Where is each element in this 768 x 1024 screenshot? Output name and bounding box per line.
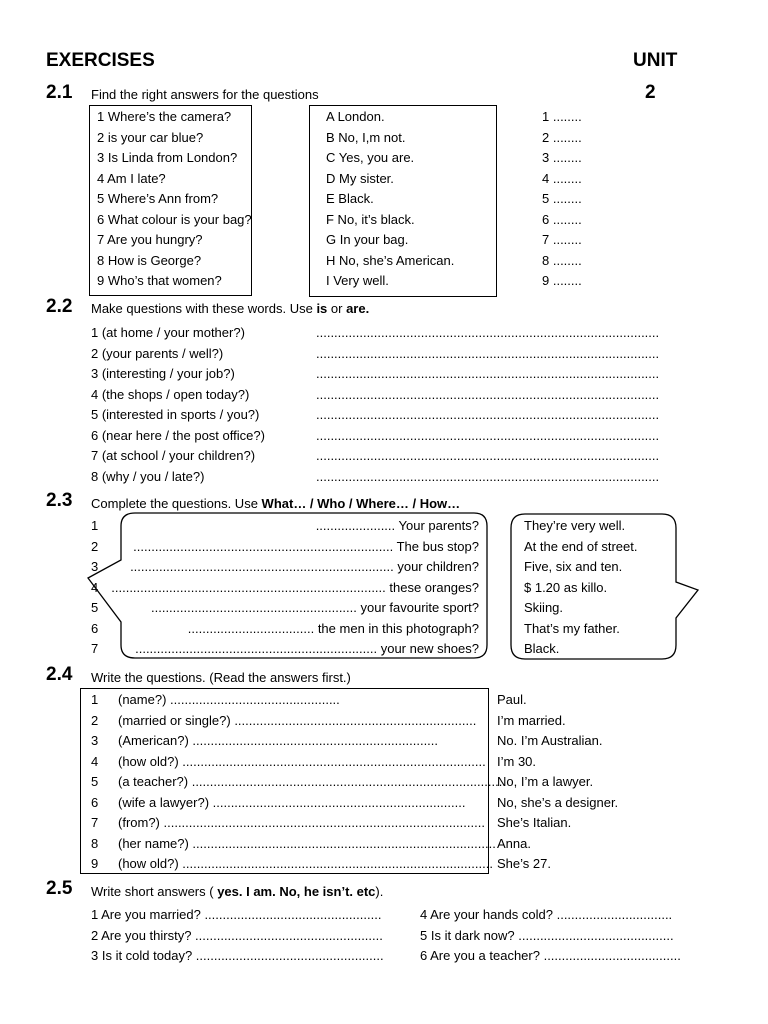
- row-number: 8: [91, 835, 99, 851]
- section-number-2-4: 2.4: [46, 664, 73, 685]
- instruction-2-5-post: ).: [375, 884, 384, 899]
- short-answer-item: 2 Are you thirsty? ....................................................: [91, 927, 383, 943]
- row-number: 1: [91, 692, 99, 707]
- section-number-2-2: 2.2: [46, 296, 73, 317]
- answer-item: She’s 27.: [497, 856, 551, 871]
- instruction-2-2-are: are.: [346, 301, 370, 316]
- prompt-item: (her name?) ....................................................................................: [118, 835, 496, 851]
- answer-line: ...............................................................................................: [316, 468, 660, 484]
- question-item: 9 Who’s that women?: [97, 273, 222, 288]
- unit-label: UNIT: [633, 50, 678, 71]
- question-item: 4 Am I late?: [97, 170, 166, 186]
- answer-blank: 4 ........: [542, 170, 582, 186]
- answer-item: $ 1.20 as killo.: [524, 579, 608, 595]
- row-number: 2: [91, 538, 99, 554]
- prompt-item: 2 (your parents / well?): [91, 345, 224, 361]
- answer-line: ...............................................................................................: [316, 366, 660, 381]
- instruction-2-5-bold: yes. I am. No, he isn’t. etc: [217, 884, 376, 899]
- short-answer-item: 6 Are you a teacher? ......................................: [420, 948, 681, 963]
- row-number: 2: [91, 712, 99, 728]
- answer-item: No, I’m a lawyer.: [497, 774, 594, 789]
- answer-line: ...............................................................................................: [316, 345, 660, 361]
- row-number: 6: [91, 794, 99, 810]
- page-title: EXERCISES: [46, 50, 155, 71]
- question-item: ........................................................................ The bus stop?: [133, 538, 479, 554]
- question-item: ................................................................... your new shoes?: [135, 641, 479, 656]
- question-item: ...................... Your parents?: [315, 518, 479, 533]
- row-number: 9: [91, 856, 99, 871]
- answer-item: No, she’s a designer.: [497, 794, 619, 810]
- instruction-2-3-text: Complete the questions. Use: [91, 496, 262, 511]
- answer-item: H No, she’s American.: [326, 252, 455, 268]
- instruction-2-5-pre: Write short answers (: [91, 884, 218, 899]
- prompt-item: (from?) .........................................................................................: [118, 815, 485, 830]
- answer-item: G In your bag.: [326, 232, 409, 247]
- answer-item: E Black.: [326, 191, 374, 206]
- row-number: 3: [91, 559, 99, 574]
- section-number-2-5: 2.5: [46, 878, 73, 899]
- prompt-item: (American?) ....................................................................: [118, 733, 439, 748]
- prompt-item: (how old?) ....................................................................................: [118, 753, 486, 769]
- question-item: 2 is your car blue?: [97, 129, 204, 145]
- answer-item: Skiing.: [524, 600, 564, 615]
- section-number-2-3: 2.3: [46, 490, 73, 511]
- answer-item: A London.: [326, 109, 385, 124]
- short-answer-item: 3 Is it cold today? ....................................................: [91, 948, 384, 963]
- answer-blank: 5 ........: [542, 191, 582, 206]
- prompt-item: 3 (interesting / your job?): [91, 366, 235, 381]
- answer-line: ...............................................................................................: [316, 325, 660, 340]
- answer-line: ...............................................................................................: [316, 386, 660, 402]
- section-number-2-1: 2.1: [46, 82, 73, 103]
- row-number: 7: [91, 815, 99, 830]
- row-number: 1: [91, 518, 99, 533]
- answer-line: ...............................................................................................: [316, 448, 660, 463]
- answer-item: D My sister.: [326, 170, 394, 186]
- prompt-item: 7 (at school / your children?): [91, 448, 256, 463]
- answer-blank: 2 ........: [542, 129, 582, 145]
- question-item: 8 How is George?: [97, 252, 202, 268]
- question-item: 7 Are you hungry?: [97, 232, 203, 247]
- row-number: 5: [91, 600, 99, 615]
- answer-item: I’m 30.: [497, 753, 537, 769]
- short-answer-item: 4 Are your hands cold? ................................: [420, 907, 673, 922]
- prompt-item: (married or single?) ...................................................................: [118, 712, 477, 728]
- answer-item: Paul.: [497, 692, 527, 707]
- instruction-2-2-or: or: [327, 301, 347, 316]
- question-item: 6 What colour is your bag?: [97, 211, 252, 227]
- answer-item: C Yes, you are.: [326, 150, 415, 165]
- answer-blank: 6 ........: [542, 211, 582, 227]
- answer-item: They’re very well.: [524, 518, 626, 533]
- prompt-item: (how old?) ......................................................................................: [118, 856, 493, 871]
- answer-item: F No, it’s black.: [326, 211, 415, 227]
- question-item: ............................................................................ these oranges?: [111, 579, 479, 595]
- answer-item: At the end of street.: [524, 538, 638, 554]
- answer-item: That’s my father.: [524, 620, 620, 636]
- answer-item: I’m married.: [497, 712, 566, 728]
- answer-item: Black.: [524, 641, 560, 656]
- row-number: 7: [91, 641, 99, 656]
- short-answer-item: 1 Are you married? .................................................: [91, 907, 382, 922]
- answer-blank: 7 ........: [542, 232, 582, 247]
- answer-line: ...............................................................................................: [316, 427, 660, 443]
- row-number: 3: [91, 733, 99, 748]
- answer-blank: 8 ........: [542, 252, 582, 268]
- question-item: 3 Is Linda from London?: [97, 150, 238, 165]
- prompt-item: (wife a lawyer?) ......................................................................: [118, 794, 466, 810]
- answer-item: Five, six and ten.: [524, 559, 623, 574]
- answer-blank: 1 ........: [542, 109, 582, 124]
- instruction-2-1: Find the right answers for the questions: [91, 87, 319, 102]
- instruction-2-2-text: Make questions with these words. Use: [91, 301, 317, 316]
- prompt-item: 8 (why / you / late?): [91, 468, 205, 484]
- question-item: 1 Where’s the camera?: [97, 109, 232, 124]
- answer-item: I Very well.: [326, 273, 389, 288]
- row-number: 6: [91, 620, 99, 636]
- answer-blank: 3 ........: [542, 150, 582, 165]
- prompt-item: 5 (interested in sports / you?): [91, 407, 260, 422]
- answer-item: B No, I,m not.: [326, 129, 406, 145]
- instruction-2-3-bold: What… / Who / Where… / How…: [261, 496, 461, 511]
- answer-item: No. I’m Australian.: [497, 733, 603, 748]
- prompt-item: (a teacher?) .......................................................................................: [118, 774, 506, 789]
- instruction-2-4: Write the questions. (Read the answers first.): [91, 670, 351, 685]
- row-number: 5: [91, 774, 99, 789]
- answer-blank: 9 ........: [542, 273, 582, 288]
- answer-item: She’s Italian.: [497, 815, 572, 830]
- unit-number: 2: [645, 82, 656, 103]
- question-item: 5 Where’s Ann from?: [97, 191, 219, 206]
- prompt-item: 1 (at home / your mother?): [91, 325, 245, 340]
- prompt-item: (name?) ...............................................: [118, 692, 340, 707]
- instruction-2-2-is: is: [316, 301, 328, 316]
- question-item: ......................................................... your favourite sport?: [151, 600, 479, 615]
- question-item: ................................... the men in this photograph?: [187, 620, 479, 636]
- answer-line: ...............................................................................................: [316, 407, 660, 422]
- row-number: 4: [91, 753, 99, 769]
- answer-item: Anna.: [497, 835, 531, 851]
- prompt-item: 4 (the shops / open today?): [91, 386, 250, 402]
- row-number: 4: [91, 579, 99, 595]
- prompt-item: 6 (near here / the post office?): [91, 427, 265, 443]
- question-item: ......................................................................... your children?: [130, 559, 479, 574]
- short-answer-item: 5 Is it dark now? ...........................................: [420, 927, 674, 943]
- instruction-2-5: [91, 884, 383, 899]
